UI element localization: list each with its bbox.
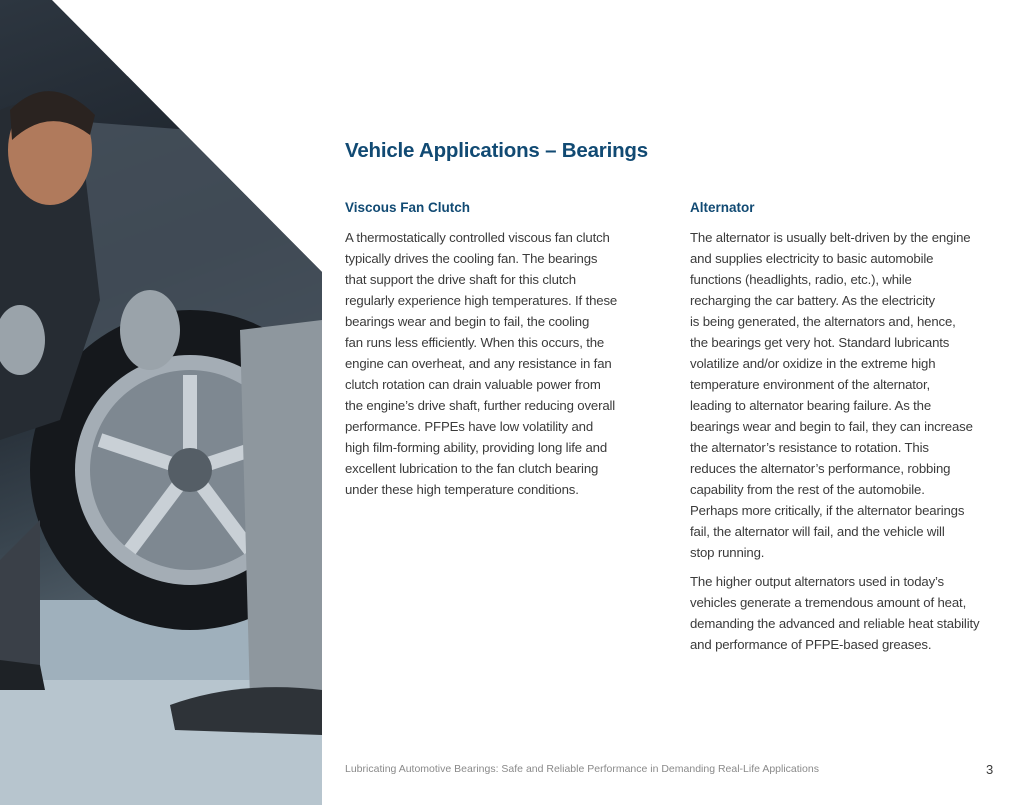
- text-line: regularly experience high temperatures. If these: [345, 293, 618, 308]
- text-line: A thermostatically controlled viscous fan clutch: [345, 230, 610, 245]
- page-title: Vehicle Applications – Bearings: [345, 139, 648, 162]
- text-line: capability from the rest of the automobile.: [690, 482, 925, 497]
- text-line: is being generated, the alternators and, hence,: [690, 314, 956, 329]
- text-line: under these high temperature conditions.: [345, 482, 579, 497]
- text-line: typically drives the cooling fan. The bearings: [345, 251, 598, 266]
- mechanic-pants: [240, 320, 322, 700]
- wheel-hub: [168, 448, 212, 492]
- text-line: fan runs less efficiently. When this occurs, the: [345, 335, 605, 350]
- photo-illustration: [0, 0, 322, 805]
- section-alternator: [690, 200, 1000, 663]
- page-number: 3: [986, 762, 994, 777]
- text-line: The higher output alternators used in today’s: [690, 574, 944, 589]
- text-line: The alternator is usually belt-driven by the engine: [690, 230, 971, 245]
- text-line: fail, the alternator will fail, and the vehicle will: [690, 524, 945, 539]
- text-line: leading to alternator bearing failure. As the: [690, 398, 932, 413]
- text-line: the alternator’s resistance to rotation. This: [690, 440, 929, 455]
- text-line: functions (headlights, radio, etc.), while: [690, 272, 912, 287]
- text-line: temperature environment of the alternator,: [690, 377, 931, 392]
- text-line: vehicles generate a tremendous amount of heat,: [690, 595, 967, 610]
- text-line: clutch rotation can drain valuable power from: [345, 377, 601, 392]
- section-paragraph: [345, 227, 655, 500]
- text-line: engine can overheat, and any resistance in fan: [345, 356, 612, 371]
- text-line: the engine’s drive shaft, further reducing overall: [345, 398, 616, 413]
- text-line: demanding the advanced and reliable heat stability: [690, 616, 980, 631]
- mechanic-tire-photo: [0, 0, 322, 805]
- text-line: and supplies electricity to basic automobile: [690, 251, 934, 266]
- page-footer: Lubricating Automotive Bearings: Safe and Reliable Performance in Demanding Real-Life Applications: [345, 763, 819, 775]
- section-paragraph: [690, 227, 1000, 563]
- text-line: recharging the car battery. As the electricity: [690, 293, 936, 308]
- text-line: that support the drive shaft for this clutch: [345, 272, 576, 287]
- section-heading: Alternator: [690, 200, 755, 215]
- text-line: the bearings get very hot. Standard lubricants: [690, 335, 950, 350]
- text-line: reduces the alternator’s performance, robbing: [690, 461, 951, 476]
- text-line: volatilize and/or oxidize in the extreme high: [690, 356, 936, 371]
- text-line: stop running.: [690, 545, 765, 560]
- glove-right: [120, 290, 180, 370]
- text-line: bearings wear and begin to fail, they can increase: [690, 419, 973, 434]
- section-viscous-fan-clutch: [345, 200, 655, 508]
- text-line: high film-forming ability, providing long life and: [345, 440, 607, 455]
- text-line: and performance of PFPE-based greases.: [690, 637, 932, 652]
- section-heading: Viscous Fan Clutch: [345, 200, 471, 215]
- text-line: performance. PFPEs have low volatility and: [345, 419, 594, 434]
- text-line: bearings wear and begin to fail, the cooling: [345, 314, 590, 329]
- section-paragraph: [690, 571, 1000, 655]
- text-line: Perhaps more critically, if the alternator bearings: [690, 503, 965, 518]
- text-line: excellent lubrication to the fan clutch bearing: [345, 461, 599, 476]
